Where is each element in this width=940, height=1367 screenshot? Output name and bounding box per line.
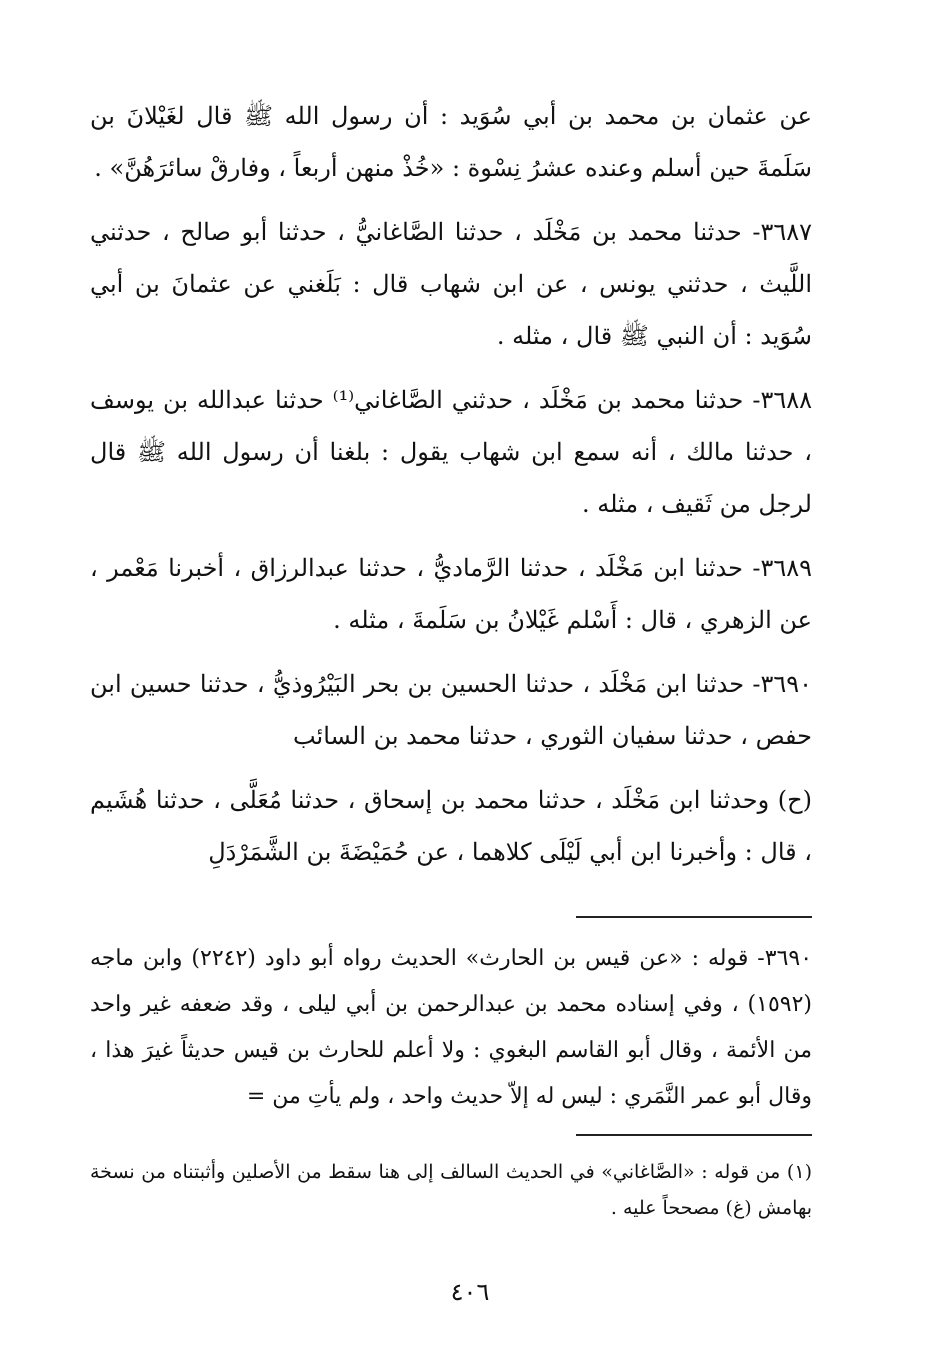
footnote-divider-secondary: [576, 1134, 812, 1136]
numbered-footnote: (١) من قوله : «الصَّاغاني» في الحديث السالف إلى هنا سقط من الأصلين وأثبتناه من نسخة بهامش (غ) مصححاً عليه .: [90, 1161, 812, 1219]
paragraph-hadith-3689: ٣٦٨٩- حدثنا ابن مَخْلَد ، حدثنا الرَّماديُّ ، حدثنا عبدالرزاق ، أخبرنا مَعْمر ، عن الزهري ، قال : أَسْلم غَيْلانُ بن سَلَمةَ ، مثله .: [90, 554, 812, 634]
paragraph-hadith-3686-end: عن عثمان بن محمد بن أبي سُوَيد : أن رسول الله ﷺ قال لغَيْلانَ بن سَلَمةَ حين أسلم وعنده عشرُ نِسْوة : «خُذْ منهن أربعاً ، وفارقْ سائرَهُنَّ» .: [90, 102, 812, 182]
paragraph-hadith-3687: ٣٦٨٧- حدثنا محمد بن مَخْلَد ، حدثنا الصَّاغانيُّ ، حدثنا أبو صالح ، حدثني اللَّيث ، حدثني يونس ، عن ابن شهاب قال : بَلَغني عن عثمانَ بن أبي سُوَيد : أن النبي ﷺ قال ، مثله .: [90, 218, 812, 350]
commentary-footnote: ٣٦٩٠- قوله : «عن قيس بن الحارث» الحديث رواه أبو داود (٢٢٤٢) وابن ماجه (١٥٩٢) ، وفي إسناده محمد بن عبدالرحمن بن أبي ليلى ، وقد ضعفه غير واحد من الأئمة ، وقال أبو القاسم البغوي : ولا أعلم للحارث بن قيس حديثاً غيرَ هذا ، وقال أبو عمر النَّمَري : ليس له إلاّ حديث واحد ، ولم يأتِ من =: [90, 946, 813, 1109]
footnote-divider: [576, 916, 812, 918]
paragraph-hadith-3690-second-chain: (ح) وحدثنا ابن مَخْلَد ، حدثنا محمد بن إسحاق ، حدثنا مُعَلَّى ، حدثنا هُشَيم ، قال : وأخبرنا ابن أبي لَيْلَى كلاهما ، عن حُمَيْضَةَ بن الشَّمَرْدَلِ: [90, 786, 812, 866]
paragraph-hadith-3690: ٣٦٩٠- حدثنا ابن مَخْلَد ، حدثنا الحسين بن بحر البَيْرُوذيُّ ، حدثنا حسين ابن حفص ، حدثنا سفيان الثوري ، حدثنا محمد بن السائب: [90, 670, 812, 750]
paragraph-hadith-3688: ٣٦٨٨- حدثنا محمد بن مَخْلَد ، حدثني الصَّاغاني⁽¹⁾ حدثنا عبدالله بن يوسف ، حدثنا مالك ، أنه سمع ابن شهاب يقول : بلغنا أن رسول الله ﷺ قال لرجل من ثَقيف ، مثله .: [90, 386, 812, 518]
page-number: ٤٠٦: [450, 1278, 490, 1306]
main-text: [90, 90, 812, 878]
footnotes-section: [90, 916, 812, 1226]
